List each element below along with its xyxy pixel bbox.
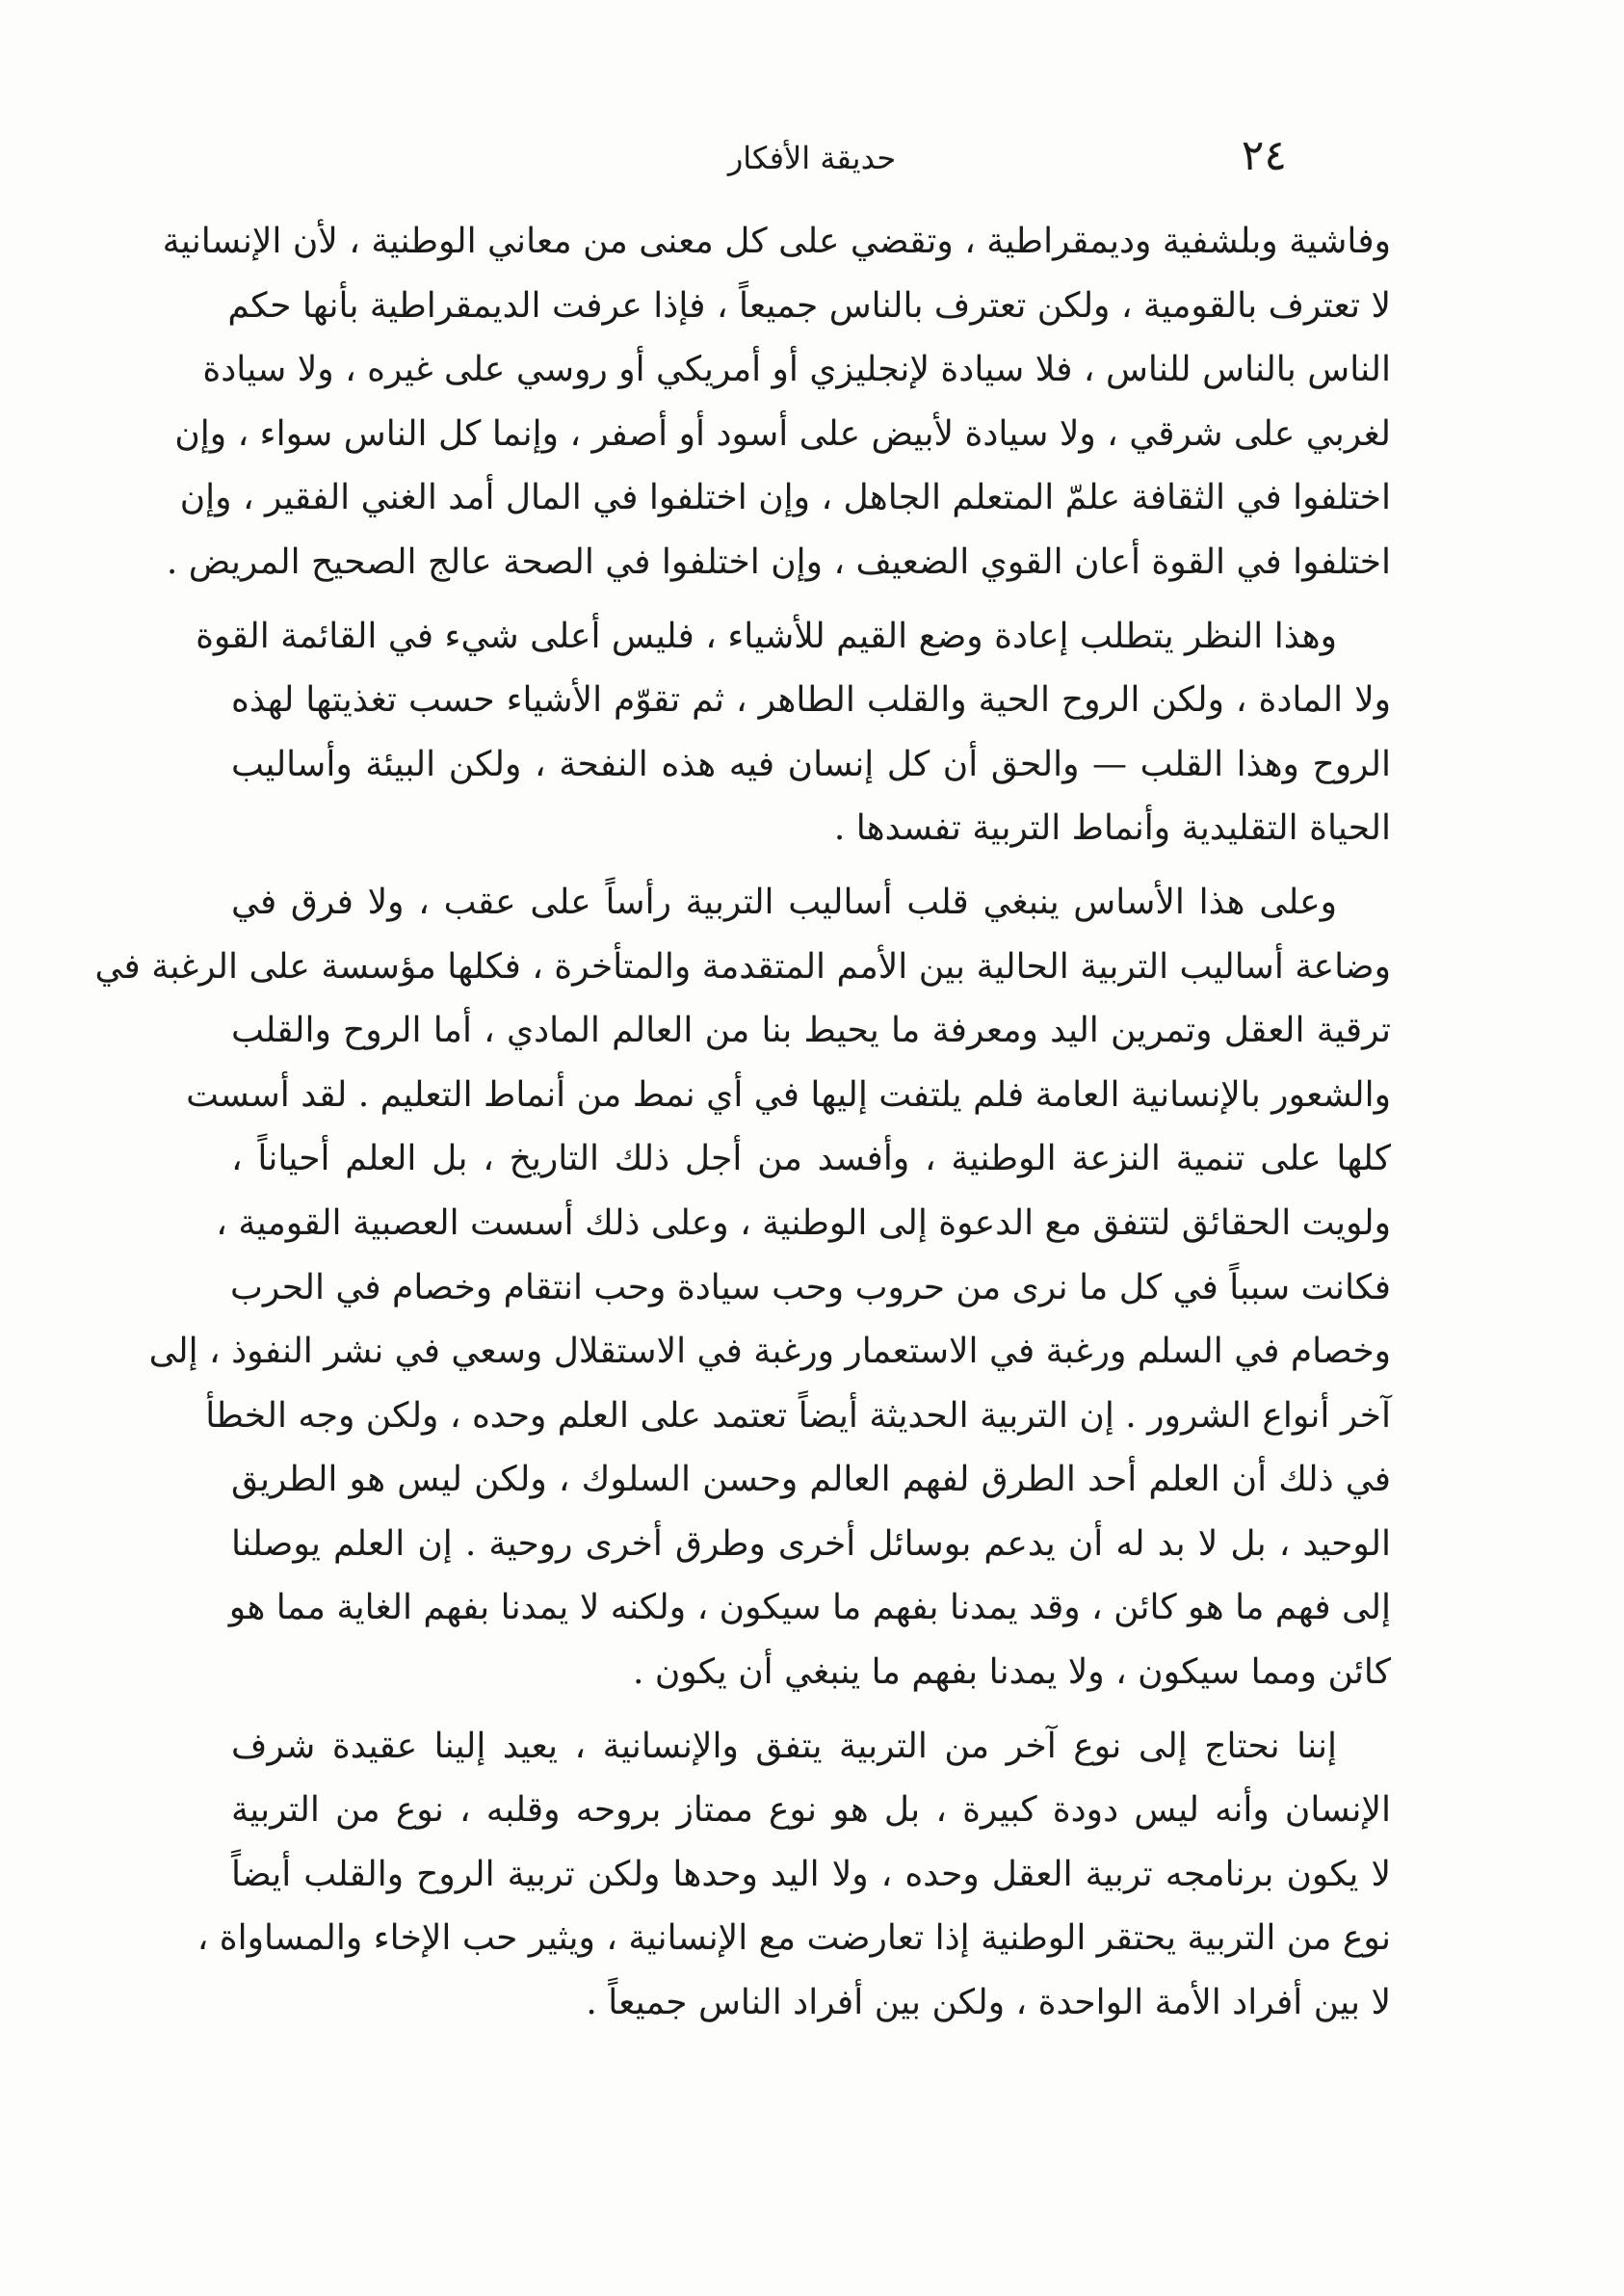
body-text — [94, 210, 1391, 2036]
text-line: لا تعترف بالقومية ، ولكن تعترف بالناس جميعاً ، فإذا عرفت الديمقراطية بأنها حكم — [227, 285, 1391, 326]
running-head — [231, 127, 1393, 185]
text-line: وضاعة أساليب التربية الحالية بين الأمم المتقدمة والمتأخرة ، فكلها مؤسسة على الرغبة في — [94, 946, 1391, 987]
text-line: الوحيد ، بل لا بد له أن يدعم بوسائل أخرى وطرق أخرى روحية . إن العلم يوصلنا — [231, 1523, 1391, 1564]
text-line: وخصام في السلم ورغبة في الاستعمار ورغبة في الاستقلال وسعي في نشر النفوذ ، إلى — [148, 1332, 1391, 1372]
text-line: في ذلك أن العلم أحد الطرق لفهم العالم وحسن السلوك ، ولكن ليس هو الطريق — [231, 1460, 1391, 1500]
text-line: فكانت سبباً في كل ما نرى من حروب وحب سيادة وحب انتقام وخصام في الحرب — [229, 1267, 1391, 1307]
paragraph-1 — [162, 210, 1391, 595]
text-line: كلها على تنمية النزعة الوطنية ، وأفسد من أجل ذلك التاريخ ، بل العلم أحياناً ، — [231, 1139, 1391, 1179]
text-line: وهذا النظر يتطلب إعادة وضع القيم للأشياء ، فليس أعلى شيء في القائمة القوة — [196, 616, 1337, 656]
text-line: الإنسان وأنه ليس دودة كبيرة ، بل هو نوع ممتاز بروحه وقلبه ، نوع من التربية — [231, 1790, 1391, 1831]
paragraph-2 — [196, 605, 1391, 861]
text-line: آخر أنواع الشرور . إن التربية الحديثة أيضاً تعتمد على العلم وحده ، ولكن وجه الخطأ — [205, 1395, 1391, 1436]
text-line: وعلى هذا الأساس ينبغي قلب أساليب التربية رأساً على عقب ، ولا فرق في — [231, 882, 1337, 922]
page-number: ٢٤ — [1241, 131, 1287, 180]
text-line: إلى فهم ما هو كائن ، وقد يمدنا بفهم ما سيكون ، ولكنه لا يمدنا بفهم الغاية مما هو — [228, 1588, 1391, 1628]
text-line: ترقية العقل وتمرين اليد ومعرفة ما يحيط بنا من العالم المادي ، أما الروح والقلب — [231, 1011, 1391, 1051]
text-line: لا بين أفراد الأمة الواحدة ، ولكن بين أفراد الناس جميعاً . — [586, 1983, 1391, 2023]
text-line: لا يكون برنامجه تربية العقل وحده ، ولا اليد وحدها ولكن تربية الروح والقلب أيضاً — [231, 1854, 1391, 1894]
text-line: وفاشية وبلشفية وديمقراطية ، وتقضي على كل معنى من معاني الوطنية ، لأن الإنسانية — [162, 222, 1391, 261]
book-title: حديقة الأفكار — [727, 140, 897, 176]
text-line: ولا المادة ، ولكن الروح الحية والقلب الطاهر ، ثم تقوّم الأشياء حسب تغذيتها لهذه — [231, 680, 1391, 721]
text-line: كائن ومما سيكون ، ولا يمدنا بفهم ما ينبغي أن يكون . — [632, 1652, 1391, 1693]
text-line: اختلفوا في الثقافة علمّ المتعلم الجاهل ، وإن اختلفوا في المال أمد الغني الفقير ، وإن — [179, 478, 1391, 518]
paragraph-4 — [196, 1715, 1391, 2036]
text-line: الروح وهذا القلب — والحق أن كل إنسان فيه هذه النفحة ، ولكن البيئة وأساليب — [231, 744, 1391, 784]
text-line: اختلفوا في القوة أعان القوي الضعيف ، وإن اختلفوا في الصحة عالج الصحيح المريض . — [166, 541, 1391, 582]
text-line: الناس بالناس للناس ، فلا سيادة لإنجليزي أو أمريكي أو روسي على غيره ، ولا سيادة — [202, 350, 1391, 390]
text-line: لغربي على شرقي ، ولا سيادة لأبيض على أسود أو أصفر ، وإنما كل الناس سواء ، وإن — [174, 413, 1391, 454]
paragraph-3 — [94, 871, 1391, 1705]
text-line: نوع من التربية يحتقر الوطنية إذا تعارضت مع الإنسانية ، ويثير حب الإخاء والمساواة ، — [196, 1918, 1391, 1959]
text-line: الحياة التقليدية وأنماط التربية تفسدها . — [833, 808, 1391, 849]
text-line: والشعور بالإنسانية العامة فلم يلتفت إليها في أي نمط من أنماط التعليم . لقد أسست — [186, 1074, 1391, 1115]
text-line: إننا نحتاج إلى نوع آخر من التربية يتفق والإنسانية ، يعيد إلينا عقيدة شرف — [231, 1726, 1337, 1766]
text-line: ولويت الحقائق لتتفق مع الدعوة إلى الوطنية ، وعلى ذلك أسست العصبية القومية ، — [216, 1202, 1391, 1243]
